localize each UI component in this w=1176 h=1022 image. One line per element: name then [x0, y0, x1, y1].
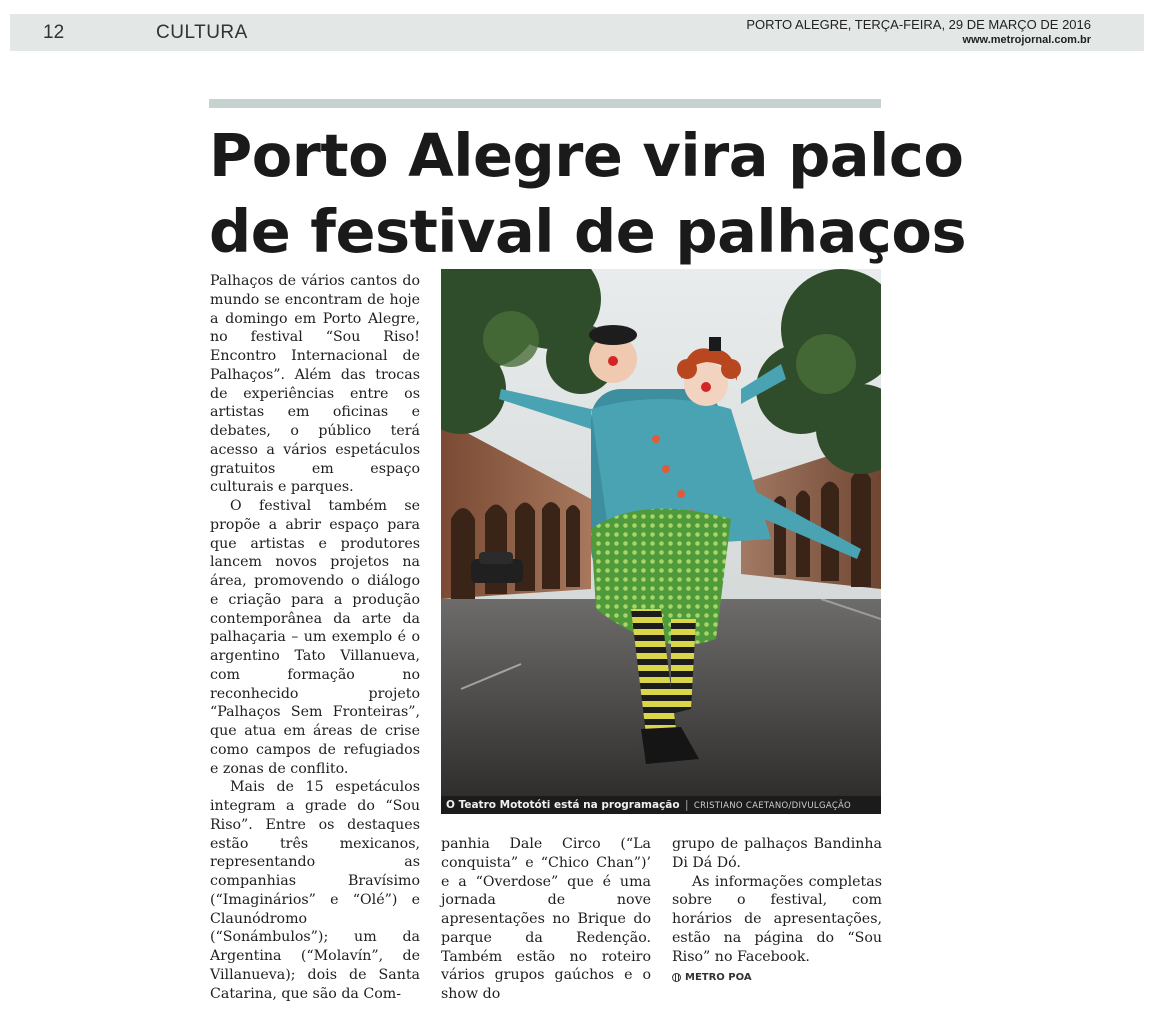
- metro-globe-icon: [672, 973, 681, 982]
- signature-text: METRO POA: [685, 972, 752, 983]
- headline-rule: [209, 99, 881, 108]
- photo-credit: CRISTIANO CAETANO/DIVULGAÇÃO: [693, 801, 852, 811]
- caption-text: O Teatro Mototóti está na programação: [446, 799, 680, 811]
- article-signature: [672, 972, 752, 983]
- headline-line-1: Porto Alegre vira palco: [209, 121, 964, 190]
- paragraph: panhia Dale Circo (“La conquista” e “Chico Chan”)’ e a “Overdose” que é uma jornada de nove apresentações no Brique do parque da Redenção. Também estão no roteiro vários grupos gaúchos e o show do: [441, 836, 651, 1002]
- article-photo: [441, 269, 881, 796]
- page-number: 12: [43, 22, 65, 43]
- article-column-1: [210, 272, 420, 1003]
- section-name: CULTURA: [156, 22, 248, 43]
- paragraph: Mais de 15 espetáculos integram a grade do “Sou Riso”. Entre os destaques estão três mexicanos, representando as companhias Bravísimo (“Imaginários” e “Olé”) e Claunódromo (“Sonámbulos”); um da Argentina (“Molavín”, de Villanueva); dois de Santa Catarina, que são da Com-: [210, 779, 420, 1002]
- paragraph: grupo de palhaços Bandinha Di Dá Dó.: [672, 836, 882, 871]
- photo-caption: [441, 796, 881, 814]
- article-column-3: [672, 835, 882, 966]
- dateline: [746, 17, 1091, 47]
- clowns-photo-illustration: [441, 269, 881, 796]
- caption-separator: |: [684, 799, 689, 811]
- paragraph: Palhaços de vários cantos do mundo se encontram de hoje a domingo em Porto Alegre, no festival “Sou Riso! Encontro Internacional de Palhaços”. Além das trocas de experiências entre os artistas em oficinas e debates, o público terá acesso a vários espetáculos gratuitos em espaço culturais e parques.: [210, 273, 420, 496]
- publication-date: PORTO ALEGRE, TERÇA-FEIRA, 29 DE MARÇO DE 2016: [746, 17, 1091, 32]
- website-link[interactable]: www.metrojornal.com.br: [962, 34, 1091, 46]
- article-column-2: [441, 835, 651, 1004]
- paragraph: As informações completas sobre o festival, com horários de apresentações, estão na página do “Sou Riso” no Facebook.: [672, 873, 882, 965]
- headline-line-2: de festival de palhaços: [209, 197, 967, 266]
- paragraph: O festival também se propõe a abrir espaço para que artistas e produtores lancem novos projetos na área, promovendo o diálogo e criação para a produção contemporânea da arte da palhaçaria – um exemplo é o argentino Tato Villanueva, com formação no reconhecido projeto “Palhaços Sem Fronteiras”, que atua em áreas de crise como campos de refugiados e zonas de conflito.: [210, 498, 420, 777]
- article-headline: [209, 118, 967, 270]
